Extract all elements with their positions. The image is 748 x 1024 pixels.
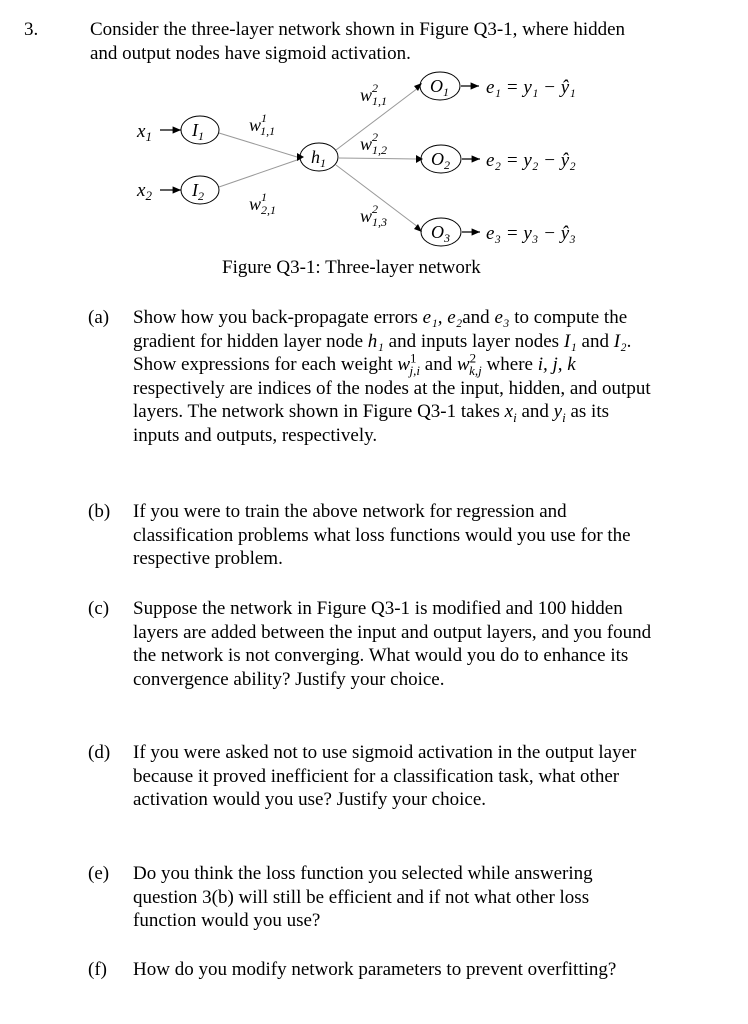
part-c xyxy=(88,597,718,691)
arrowhead-into-o2 xyxy=(416,155,423,163)
node-i2-label: $I_2$ xyxy=(192,180,204,203)
part-a-label: (a) xyxy=(88,307,110,328)
intro-line-2: and output nodes have sigmoid activation. xyxy=(90,42,411,64)
edge-i2-to-h1 xyxy=(219,160,297,187)
part-d xyxy=(88,741,718,812)
part-e-line-3: function would you use? xyxy=(133,910,321,931)
part-c-line-3: the network is not converging. What would you do to enhance its xyxy=(133,645,629,666)
input-x2-label: $x_2$ xyxy=(137,180,152,203)
part-a-line-5: layers. The network shown in Figure Q3-1 takes $x_i$ and $y_i$ as its xyxy=(133,401,610,425)
input-x1-label: $x_1$ xyxy=(137,121,152,144)
part-e xyxy=(88,862,718,933)
part-f-label: (f) xyxy=(88,959,107,980)
part-a-line-2: gradient for hidden layer node h₁ and inputs layer nodes I₁ and I₂. xyxy=(133,330,632,352)
node-i1-label: $I_1$ xyxy=(192,120,204,143)
part-b-line-3: respective problem. xyxy=(133,548,283,569)
part-a-text xyxy=(133,306,718,447)
part-a-line-1: Show how you back-propagate errors e₁, e₂and e₃ to compute the xyxy=(133,307,628,328)
part-c-text xyxy=(133,597,718,691)
part-d-line-1: If you were asked not to use sigmoid activation in the output layer xyxy=(133,742,637,763)
part-a-line-6: inputs and outputs, respectively. xyxy=(133,424,378,446)
node-h1-label: $h_1$ xyxy=(311,147,326,170)
part-f xyxy=(88,958,718,982)
part-a xyxy=(88,306,718,447)
part-c-line-4: convergence ability? Justify your choice. xyxy=(133,668,445,690)
network-diagram xyxy=(0,0,748,260)
part-a-line-3: Show expressions for each weight $w^1_{j,i}$ and $w^2_{k,j}$ where i, j, k xyxy=(133,350,576,378)
weight-w1-11: $w^1$ 1,1 xyxy=(249,111,276,138)
part-b xyxy=(88,500,718,571)
weight-w2-12: $w^2$ 1,2 xyxy=(360,130,388,157)
part-e-label: (e) xyxy=(88,863,110,884)
part-d-text xyxy=(133,741,718,812)
part-c-line-2: layers are added between the input and output layers, and you found xyxy=(133,621,652,643)
weight-w1-21: $w^1$ 2,1 xyxy=(249,190,277,217)
node-o1-label: $O_1$ xyxy=(430,76,449,99)
part-c-line-1: Suppose the network in Figure Q3-1 is modified and 100 hidden xyxy=(133,598,623,619)
part-e-text xyxy=(133,862,718,933)
part-b-line-2: classification problems what loss functions would you use for the xyxy=(133,524,631,546)
intro-line-1: Consider the three-layer network shown in Figure Q3-1, where hidden xyxy=(90,19,626,40)
part-e-line-1: Do you think the loss function you selected while answering xyxy=(133,863,593,884)
part-f-line-1: How do you modify network parameters to prevent overfitting? xyxy=(133,959,617,980)
part-d-line-3: activation would you use? Justify your choice. xyxy=(133,789,487,810)
part-f-text xyxy=(133,958,718,982)
part-c-label: (c) xyxy=(88,598,110,619)
node-o2-label: $O_2$ xyxy=(431,149,450,172)
edge-h1-to-o2 xyxy=(338,158,417,159)
edge-i1-to-h1 xyxy=(219,133,297,157)
error-e1: e₁ = y₁ − ŷ₁ xyxy=(486,77,576,98)
error-e2: e₂ = y₂ − ŷ₂ xyxy=(486,150,576,171)
node-o3-label: $O_3$ xyxy=(431,222,450,245)
part-b-text xyxy=(133,500,718,571)
part-d-label: (d) xyxy=(88,742,111,763)
part-b-label: (b) xyxy=(88,501,111,522)
part-d-line-2: because it proved inefficient for a classification task, what other xyxy=(133,765,620,787)
question-number: 3. xyxy=(24,19,39,40)
error-e3: e₃ = y₃ − ŷ₃ xyxy=(486,223,576,244)
weight-w2-13: $w^2$ 1,3 xyxy=(360,202,388,229)
part-a-line-4: respectively are indices of the nodes at the input, hidden, and output xyxy=(133,377,651,399)
part-b-line-1: If you were to train the above network for regression and xyxy=(133,501,567,522)
part-e-line-2: question 3(b) will still be efficient and if not what other loss xyxy=(133,886,590,908)
weight-w2-11: $w^2$ 1,1 xyxy=(360,81,388,108)
figure-caption: Figure Q3-1: Three-layer network xyxy=(222,257,481,278)
